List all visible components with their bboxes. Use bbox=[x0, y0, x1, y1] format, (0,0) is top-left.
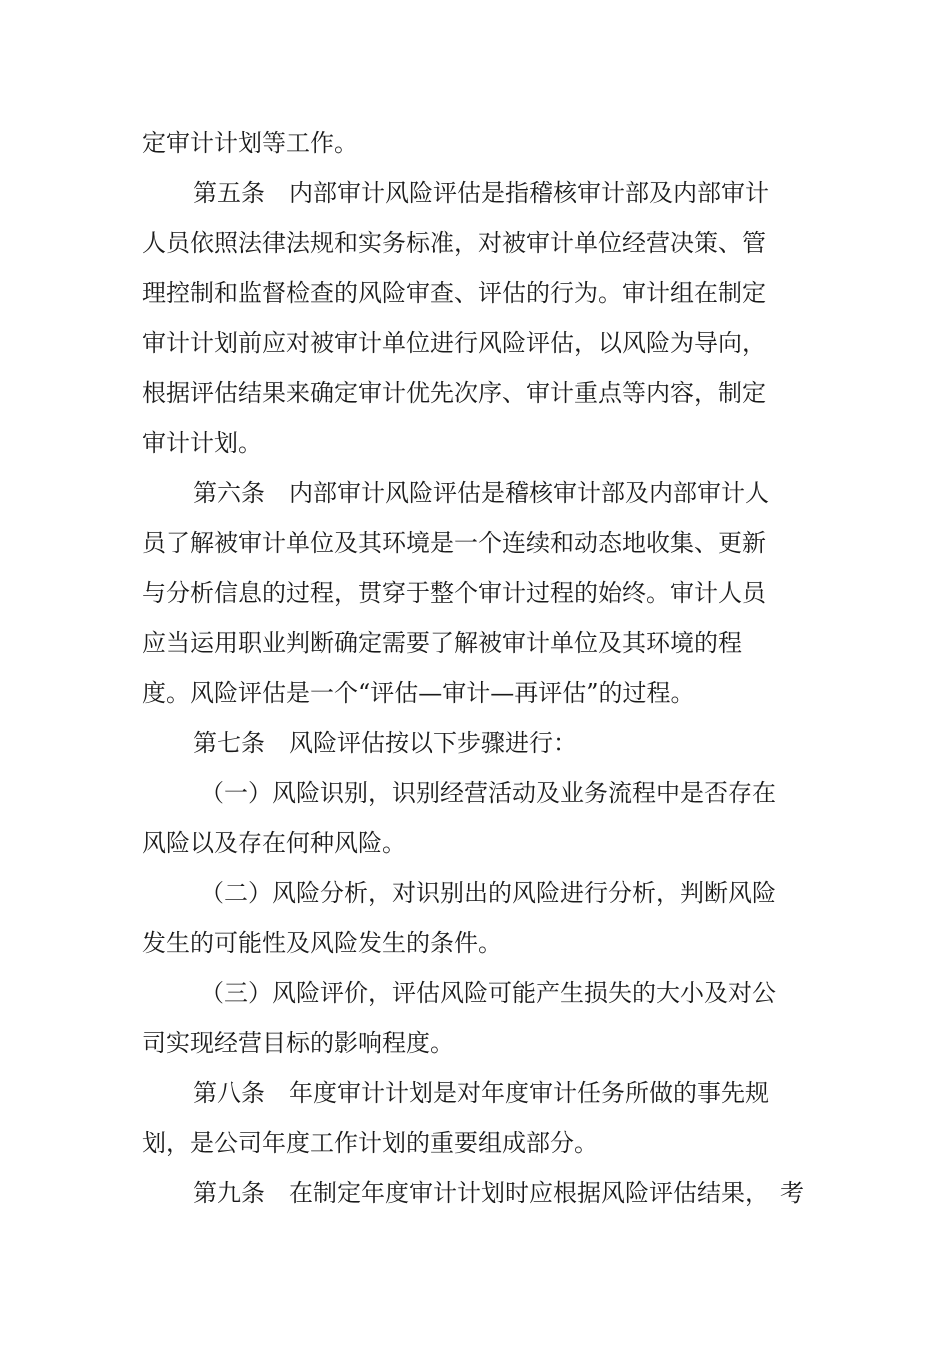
text-line: 人员依照法律法规和实务标准，对被审计单位经营决策、管 bbox=[142, 229, 766, 257]
article-8-heading-line: 第八条 年度审计计划是对年度审计任务所做的事先规 bbox=[193, 1079, 769, 1107]
text-line-fragment: 考 bbox=[780, 1179, 804, 1207]
text-line: 员了解被审计单位及其环境是一个连续和动态地收集、更新 bbox=[142, 529, 766, 557]
text-line: 风险以及存在何种风险。 bbox=[142, 829, 406, 857]
text-line: 度。风险评估是一个“评估—审计—再评估”的过程。 bbox=[142, 679, 695, 707]
text-line: 发生的可能性及风险发生的条件。 bbox=[142, 929, 502, 957]
text-line: 定审计计划等工作。 bbox=[142, 129, 358, 157]
list-item-3-line: （三）风险评价，评估风险可能产生损失的大小及对公 bbox=[200, 979, 776, 1007]
article-7-heading-line: 第七条 风险评估按以下步骤进行： bbox=[193, 729, 577, 757]
text-line: 根据评估结果来确定审计优先次序、审计重点等内容，制定 bbox=[142, 379, 766, 407]
text-line: 应当运用职业判断确定需要了解被审计单位及其环境的程 bbox=[142, 629, 742, 657]
list-item-1-line: （一）风险识别，识别经营活动及业务流程中是否存在 bbox=[200, 779, 776, 807]
text-line: 与分析信息的过程，贯穿于整个审计过程的始终。审计人员 bbox=[142, 579, 766, 607]
text-line: 审计计划。 bbox=[142, 429, 262, 457]
article-6-heading-line: 第六条 内部审计风险评估是稽核审计部及内部审计人 bbox=[193, 479, 769, 507]
text-line: 理控制和监督检查的风险审查、评估的行为。审计组在制定 bbox=[142, 279, 766, 307]
list-item-2-line: （二）风险分析，对识别出的风险进行分析，判断风险 bbox=[200, 879, 776, 907]
text-line: 审计计划前应对被审计单位进行风险评估，以风险为导向， bbox=[142, 329, 766, 357]
text-line: 司实现经营目标的影响程度。 bbox=[142, 1029, 454, 1057]
text-line: 划，是公司年度工作计划的重要组成部分。 bbox=[142, 1129, 598, 1157]
article-9-heading-line: 第九条 在制定年度审计计划时应根据风险评估结果， bbox=[193, 1179, 769, 1207]
article-5-heading-line: 第五条 内部审计风险评估是指稽核审计部及内部审计 bbox=[193, 179, 769, 207]
